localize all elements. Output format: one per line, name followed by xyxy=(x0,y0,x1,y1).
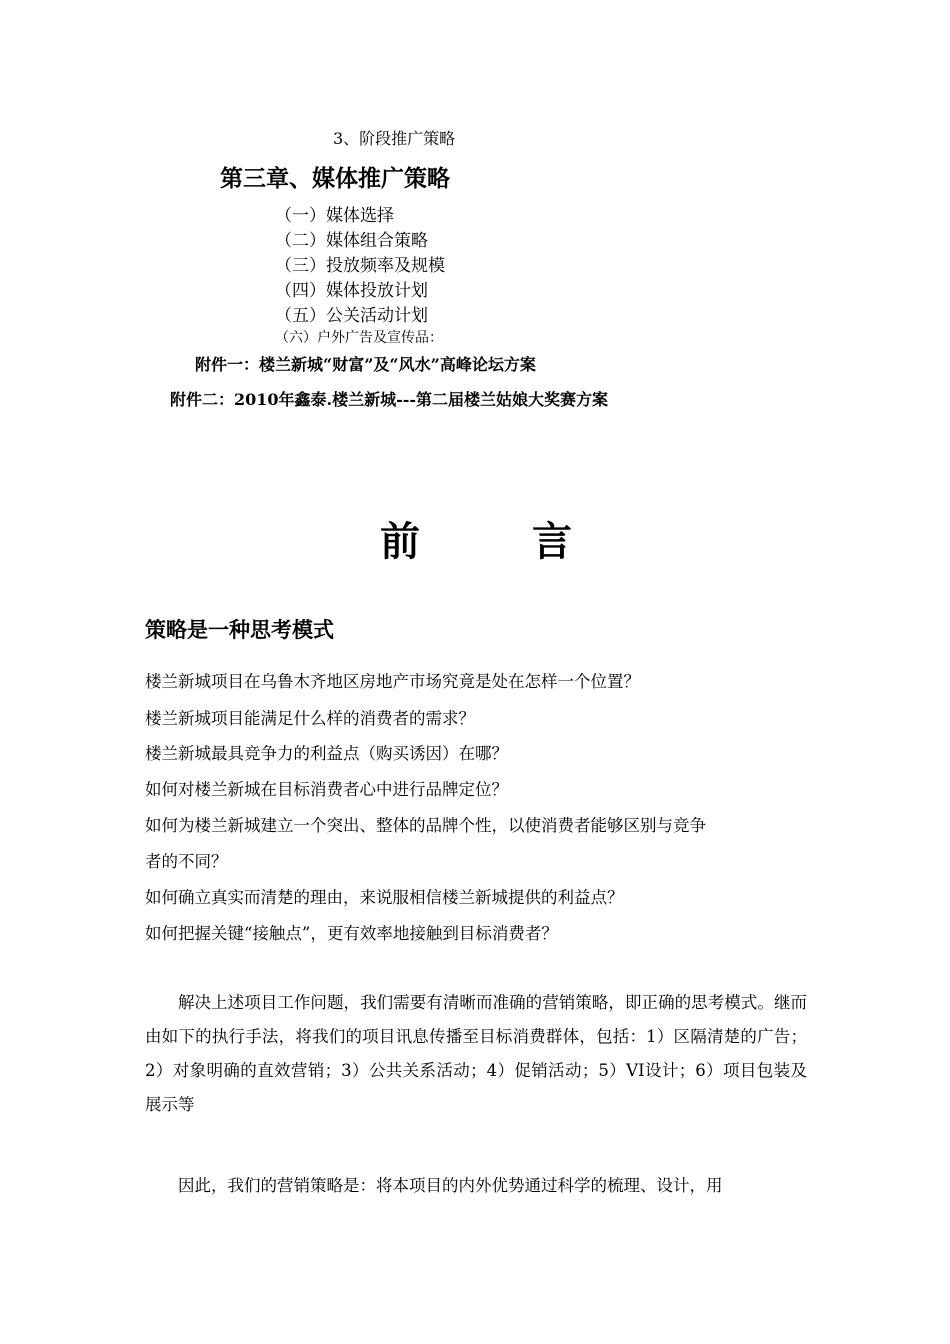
question-line: 楼兰新城最具竞争力的利益点（购买诱因）在哪？ xyxy=(145,744,508,763)
toc-item-media-mix: （二）媒体组合策略 xyxy=(275,231,428,251)
toc-item-media-plan: （四）媒体投放计划 xyxy=(275,281,428,301)
section-heading: 策略是一种思考模式 xyxy=(145,618,334,642)
toc-item-pr-plan: （五）公关活动计划 xyxy=(275,306,428,326)
question-line: 者的不同？ xyxy=(145,852,228,871)
toc-sub-item: 3、阶段推广策略 xyxy=(333,129,456,148)
question-line: 楼兰新城项目在乌鲁木齐地区房地产市场究竟是处在怎样一个位置？ xyxy=(145,672,640,691)
question-line: 如何把握关键“接触点”，更有效率地接触到目标消费者？ xyxy=(145,924,558,943)
toc-chapter-heading: 第三章、媒体推广策略 xyxy=(220,166,450,192)
question-line: 如何确立真实而清楚的理由，来说服相信楼兰新城提供的利益点？ xyxy=(145,888,624,907)
toc-annex-one: 附件一：楼兰新城“财富”及“风水”高峰论坛方案 xyxy=(195,355,536,374)
question-line: 如何对楼兰新城在目标消费者心中进行品牌定位？ xyxy=(145,780,508,799)
question-line: 楼兰新城项目能满足什么样的消费者的需求？ xyxy=(145,709,475,728)
body-paragraph-conclusion: 因此，我们的营销策略是：将本项目的内外优势通过科学的梳理、设计，用 xyxy=(178,1176,723,1195)
toc-item-frequency: （三）投放频率及规模 xyxy=(275,256,445,276)
body-paragraph-strategy: 解决上述项目工作问题，我们需要有清晰而准确的营销策略，即正确的思考模式。继而由如下的执行手法，将我们的项目讯息传播至目标消费群体，包括：1）区隔清楚的广告；2）对象明确的直效营销；3）公共关系活动；4）促销活动；5）VI设计；6）项目包装及展示等 xyxy=(145,993,807,1114)
toc-item-outdoor-ads: （六）户外广告及宣传品： xyxy=(275,330,443,346)
toc-item-media-selection: （一）媒体选择 xyxy=(275,206,394,226)
question-line: 如何为楼兰新城建立一个突出、整体的品牌个性，以使消费者能够区别与竞争 xyxy=(145,816,706,835)
toc-annex-two: 附件二：2010年鑫泰.楼兰新城---第二届楼兰姑娘大奖赛方案 xyxy=(170,390,609,409)
preface-title: 前言 xyxy=(380,519,684,565)
